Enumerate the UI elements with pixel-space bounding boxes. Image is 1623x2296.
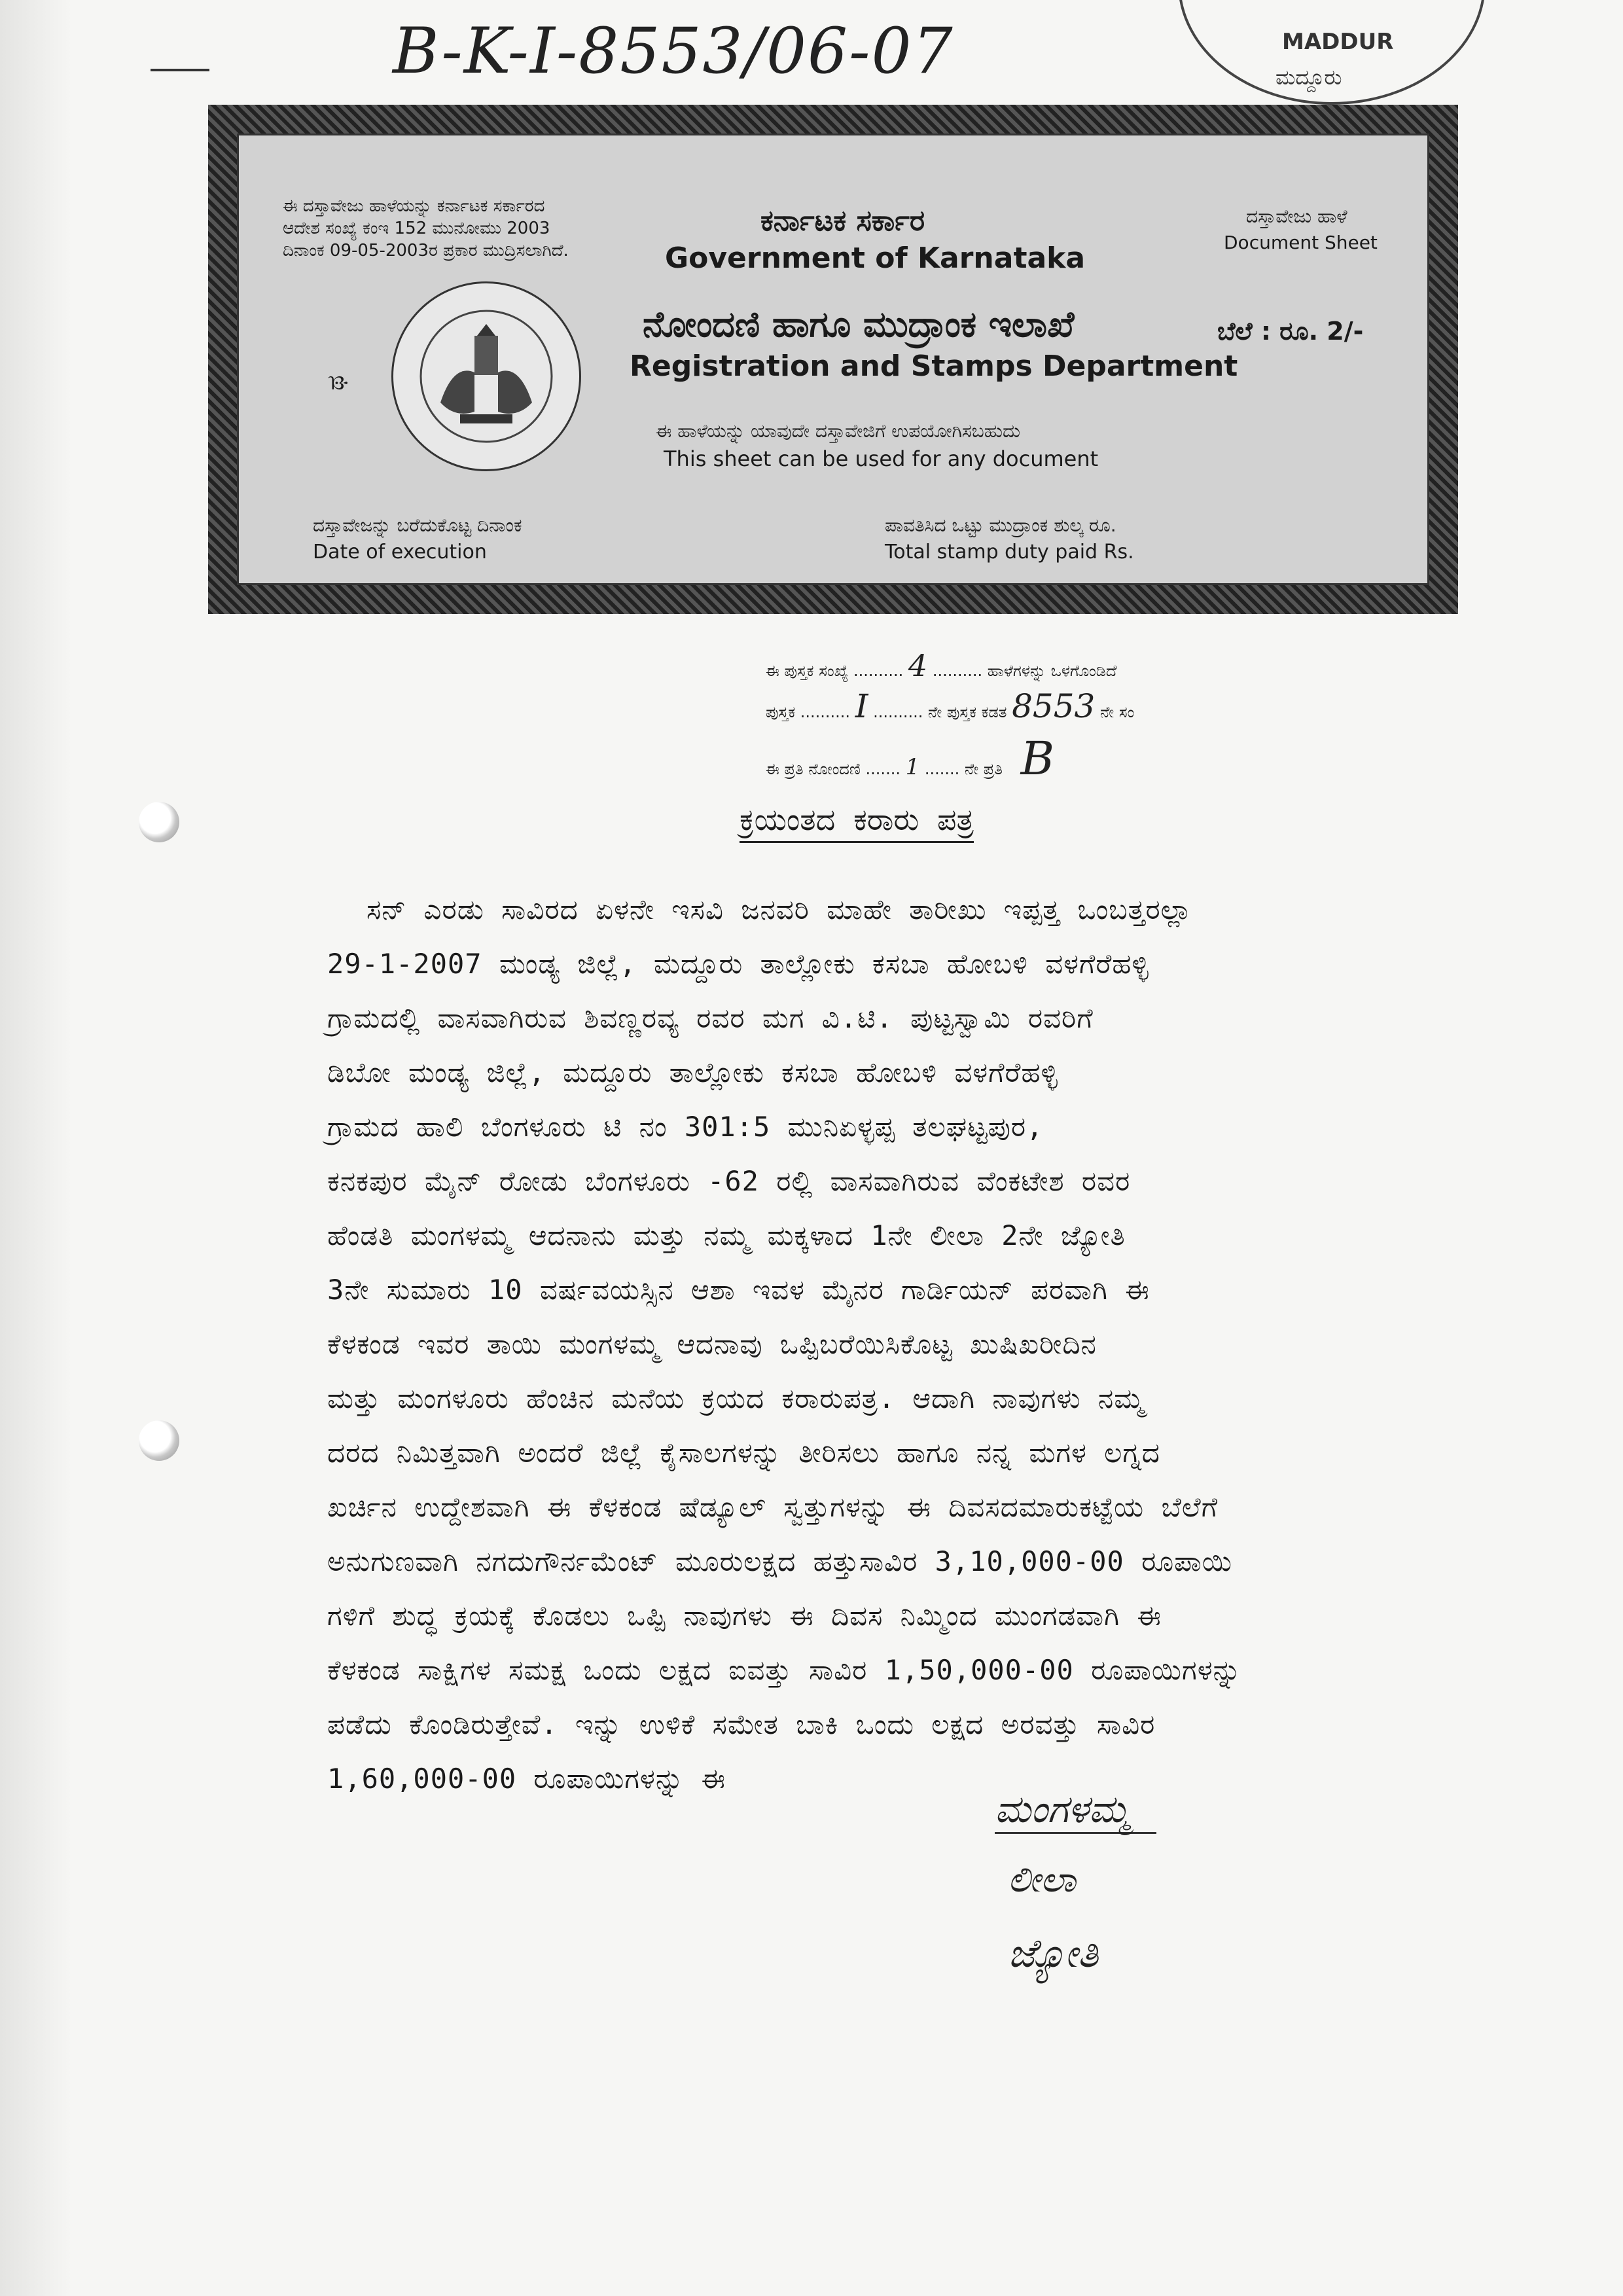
register-line-3-dots-2: ....... xyxy=(924,760,960,778)
register-line-1-dots-2: .......... xyxy=(932,662,983,680)
stamp-duty-label: Total stamp duty paid Rs. xyxy=(885,541,1134,564)
register-line-2-mid: ನೇ ಪುಸ್ತಕ ಕಡತ xyxy=(928,703,1007,721)
signature-leela: ಲೀಲಾ xyxy=(1008,1859,1077,1900)
register-line-1 xyxy=(766,648,1116,683)
register-line-1-suffix: ಹಾಳೆಗಳನ್ನು ಒಳಗೊಂಡಿದೆ xyxy=(987,662,1117,680)
body-line-10: ಮತ್ತು ಮಂಗಳೂರು ಹೆಂಚಿನ ಮನೆಯ ಕ್ರಯದ ಕರಾರುಪತ್ರ. ಆದಾಗಿ ನಾವುಗಳು ನಮ್ಮ xyxy=(327,1382,1145,1414)
register-line-3-prefix: ಈ ಪ್ರತಿ ನೋಂದಣಿ xyxy=(766,760,861,778)
department-title-kannada: ನೋಂದಣಿ ಹಾಗೂ ಮುದ್ರಾಂಕ ಇಲಾಖೆ xyxy=(643,304,1075,345)
body-line-15: ಕೆಳಕಂಡ ಸಾಕ್ಷಿಗಳ ಸಮಕ್ಷ ಒಂದು ಲಕ್ಷದ ಐವತ್ತು ಸಾವಿರ 1,50,000-00 ರೂಪಾಯಿಗಳನ್ನು xyxy=(327,1654,1241,1686)
signature-jyothi: ಜ್ಯೋತಿ xyxy=(1008,1931,1099,1977)
stamp-sheet xyxy=(237,134,1429,585)
body-line-6: ಕನಕಪುರ ಮೈನ್ ರೋಡು ಬೆಂಗಳೂರು -62 ರಲ್ಲಿ ವಾಸವಾಗಿರುವ ವೆಂಕಟೇಶ ರವರ xyxy=(327,1165,1131,1197)
government-title-kannada: ಕರ್ನಾಟಕ ಸರ್ಕಾರ xyxy=(760,204,925,238)
seal-label-kn: ಮದ್ದೂರು xyxy=(1275,65,1342,90)
register-copy-handwritten: 1 xyxy=(905,754,920,780)
order-note-line-3: ದಿನಾಂಕ 09-05-2003ರ ಪ್ರಕಾರ ಮುದ್ರಿಸಲಾಗಿದೆ. xyxy=(283,241,569,260)
any-document-note-kannada: ಈ ಹಾಳೆಯನ್ನು ಯಾವುದೇ ದಸ್ತಾವೇಜಿಗೆ ಉಪಯೋಗಿಸಬಹುದು xyxy=(656,420,1021,442)
register-number-handwritten: 8553 xyxy=(1012,687,1096,725)
register-line-1-prefix: ಈ ಪುಸ್ತಕ ಸಂಖ್ಯೆ xyxy=(766,662,849,680)
stamp-duty-label-kannada: ಪಾವತಿಸಿದ ಒಟ್ಟು ಮುದ್ರಾಂಕ ಶುಲ್ಕ ರೂ. xyxy=(885,514,1116,536)
body-line-8: 3ನೇ ಸುಮಾರು 10 ವರ್ಷವಯಸ್ಸಿನ ಆಶಾ ಇವಳ ಮೈನರ ಗಾರ್ಡಿಯನ್ ಪರವಾಗಿ ಈ xyxy=(327,1274,1150,1306)
signature-mangalamma: ಮಂಗಳಮ್ಮ xyxy=(995,1787,1156,1834)
price-label: ಬೆಲೆ : ರೂ. 2/- xyxy=(1217,317,1364,346)
body-line-12: ಖರ್ಚಿನ ಉದ್ದೇಶವಾಗಿ ಈ ಕೆಳಕಂಡ ಷೆಡ್ಯೂಲ್ ಸ್ವತ್ತುಗಳನ್ನು ಈ ದಿವಸದಮಾರುಕಟ್ಟೆಯ ಬೆಲೆಗೆ xyxy=(327,1491,1219,1523)
body-line-2: 29-1-2007 ಮಂಡ್ಯ ಜಿಲ್ಲೆ, ಮದ್ದೂರು ತಾಲ್ಲೋಕು ಕಸಬಾ ಹೋಬಳಿ ವಳಗೆರೆಹಳ್ಳಿ xyxy=(327,948,1149,980)
register-line-1-dots: .......... xyxy=(853,662,904,680)
register-line-3-dots: ....... xyxy=(865,760,901,778)
body-line-14: ಗಳಿಗೆ ಶುದ್ಧ ಕ್ರಯಕ್ಕೆ ಕೊಡಲು ಒಪ್ಪಿ ನಾವುಗಳು ಈ ದಿವಸ ನಿಮ್ಮಿಂದ ಮುಂಗಡವಾಗಿ ಈ xyxy=(327,1600,1162,1632)
register-line-2-suffix: ನೇ ಸಂ xyxy=(1099,703,1135,721)
government-title: Government of Karnataka xyxy=(665,242,1086,275)
order-note-line-2: ಆದೇಶ ಸಂಖ್ಯೆ ಕಂಇ 152 ಮುನೋಮು 2003 xyxy=(283,219,550,238)
department-title: Registration and Stamps Department xyxy=(630,350,1238,383)
register-stamp xyxy=(766,648,1289,798)
register-line-2-dots-2: .......... xyxy=(873,703,923,721)
body-line-1: ಸನ್ ಎರಡು ಸಾವಿರದ ಏಳನೇ ಇಸವಿ ಜನವರಿ ಮಾಹೇ ತಾರೀಖು ಇಪ್ಪತ್ತ ಒಂಬತ್ತರಲ್ಲಾ xyxy=(366,893,1192,925)
maddur-round-seal xyxy=(1178,0,1486,105)
date-of-execution-label: Date of execution xyxy=(313,541,487,564)
body-line-9: ಕೆಳಕಂಡ ಇವರ ತಾಯಿ ಮಂಗಳಮ್ಮ ಆದನಾವು ಒಪ್ಪಿಬರೆಯಿಸಿಕೊಟ್ಟ ಖುಷಿಖರೀದಿನ xyxy=(327,1328,1097,1360)
body-line-16: ಪಡೆದು ಕೊಂಡಿರುತ್ತೇವೆ. ಇನ್ನು ಉಳಿಕೆ ಸಮೇತ ಬಾಕಿ ಒಂದು ಲಕ್ಷದ ಅರವತ್ತು ಸಾವಿರ xyxy=(327,1708,1156,1740)
document-title: ಕ್ರಯಂತದ ಕರಾರು ಪತ್ರ xyxy=(740,802,974,843)
register-line-2 xyxy=(766,687,1134,725)
date-of-execution-label-kannada: ದಸ್ತಾವೇಜನ್ನು ಬರೆದುಕೊಟ್ಟ ದಿನಾಂಕ xyxy=(313,514,522,536)
body-line-4: ಡಿಬೋ ಮಂಡ್ಯ ಜಿಲ್ಲೆ, ಮದ್ದೂರು ತಾಲ್ಲೋಕು ಕಸಬಾ ಹೋಬಳಿ ವಳಗೆರೆಹಳ್ಳಿ xyxy=(327,1056,1059,1088)
karnataka-emblem xyxy=(391,281,581,471)
register-book-handwritten: I xyxy=(855,687,868,725)
register-line-3 xyxy=(766,732,1054,785)
document-sheet-label-kannada: ದಸ್ತಾವೇಜು ಹಾಳೆ xyxy=(1246,206,1347,227)
page-edge-shadow xyxy=(0,0,72,2296)
register-line-3-suffix: ನೇ ಪ್ರತಿ xyxy=(964,760,1003,778)
register-line-2-prefix: ಪುಸ್ತಕ xyxy=(766,703,796,721)
register-line-2-dots: .......... xyxy=(800,703,851,721)
handwritten-dash xyxy=(151,69,209,71)
side-mark: ಥ xyxy=(322,375,349,391)
document-sheet-label: Document Sheet xyxy=(1224,232,1378,253)
emblem-icon xyxy=(414,304,558,448)
body-line-5: ಗ್ರಾಮದ ಹಾಲಿ ಬೆಂಗಳೂರು ಟಿ ನಂ 301:5 ಮುನಿಏಳ್ಳಪ್ಪ ತಲಘಟ್ಟಪುರ, xyxy=(327,1111,1044,1143)
handwritten-reference-number: B-K-I-8553/06-07 xyxy=(393,14,954,88)
order-note-line-1: ಈ ದಸ್ತಾವೇಜು ಹಾಳೆಯನ್ನು ಕರ್ನಾಟಕ ಸರ್ಕಾರದ xyxy=(283,196,545,216)
stamp-sheet-frame xyxy=(208,105,1458,614)
punch-hole-bottom xyxy=(139,1420,179,1461)
seal-label-en: MADDUR xyxy=(1282,29,1394,55)
register-initial-handwritten: B xyxy=(1020,732,1055,785)
register-volume-handwritten: 4 xyxy=(908,648,928,683)
body-line-11: ದರದ ನಿಮಿತ್ತವಾಗಿ ಅಂದರೆ ಜಿಲ್ಲೆ ಕೈಸಾಲಗಳನ್ನು ತೀರಿಸಲು ಹಾಗೂ ನನ್ನ ಮಗಳ ಲಗ್ನದ xyxy=(327,1437,1160,1469)
body-line-7: ಹೆಂಡತಿ ಮಂಗಳಮ್ಮ ಆದನಾನು ಮತ್ತು ನಮ್ಮ ಮಕ್ಕಳಾದ 1ನೇ ಲೀಲಾ 2ನೇ ಜ್ಯೋತಿ xyxy=(327,1219,1126,1251)
body-line-17: 1,60,000-00 ರೂಪಾಯಿಗಳನ್ನು ಈ xyxy=(327,1763,726,1795)
body-line-13: ಅನುಗುಣವಾಗಿ ನಗದುಗೌರ್ನಮೆಂಟ್ ಮೂರುಲಕ್ಷದ ಹತ್ತುಸಾವಿರ 3,10,000-00 ರೂಪಾಯಿ xyxy=(327,1545,1232,1577)
punch-hole-top xyxy=(139,802,179,842)
body-line-3: ಗ್ರಾಮದಲ್ಲಿ ವಾಸವಾಗಿರುವ ಶಿವಣ್ಣರವ್ಯ ರವರ ಮಗ ವಿ.ಟಿ. ಪುಟ್ಟಸ್ವಾಮಿ ರವರಿಗೆ xyxy=(327,1002,1094,1034)
any-document-note: This sheet can be used for any document xyxy=(664,446,1099,471)
